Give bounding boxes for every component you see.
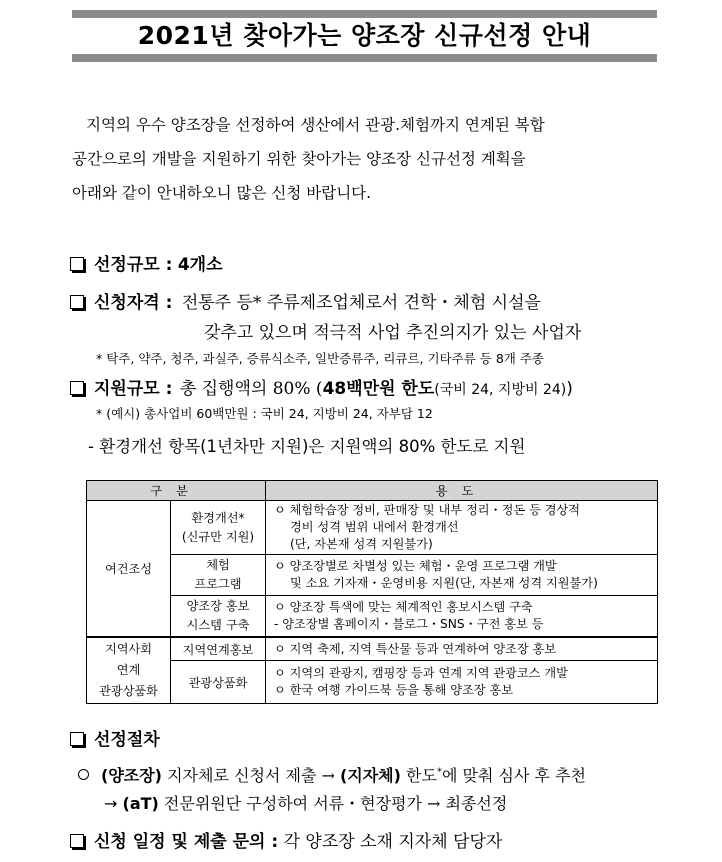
table-usage-cell bbox=[266, 555, 658, 596]
support-scale-close: ) bbox=[566, 379, 573, 399]
title-bar-bottom bbox=[72, 54, 657, 62]
table-row bbox=[87, 661, 658, 704]
procedure-arrow: → bbox=[104, 794, 123, 813]
table-usage-line: ㅇ 지역의 관광지, 캠핑장 등과 연계 지역 관광코스 개발 bbox=[274, 666, 568, 681]
procedure-step-3: 전문위원단 구성하여 서류・현장평가 → 최종선정 bbox=[158, 794, 508, 813]
table-row bbox=[87, 555, 658, 596]
intro-line-3: 아래와 같이 안내하오니 많은 신청 바랍니다. bbox=[72, 184, 372, 202]
table-row bbox=[87, 637, 658, 661]
table-usage-cell bbox=[266, 501, 658, 555]
table-group-community: 지역사회 연계 관광상품화 bbox=[87, 637, 171, 704]
table-header-usage: 용도 bbox=[266, 481, 658, 501]
eligibility-note: * 탁주, 약주, 청주, 과실주, 증류식소주, 일반증류주, 리큐르, 기타주류 등 8개 주종 bbox=[96, 351, 544, 366]
table-sub-promotion: 양조장 홍보 시스템 구축 bbox=[171, 596, 266, 638]
table-usage-line: ㅇ 지역 축제, 지역 특산물 등과 연계하여 양조장 홍보 bbox=[274, 641, 557, 656]
table-group-environment: 여건조성 bbox=[87, 501, 171, 638]
table-usage-line: - 양조장별 홈페이지・블로그・SNS・구전 홍보 등 bbox=[274, 617, 544, 631]
selection-scale-label: 선정규모 : bbox=[94, 255, 173, 275]
procedure-section bbox=[70, 725, 160, 750]
checkbox-square-icon bbox=[70, 295, 84, 309]
procedure-at: (aT) bbox=[122, 794, 159, 813]
table-sub-regional: 지역연계홍보 bbox=[171, 637, 266, 661]
checkbox-square-icon bbox=[70, 257, 84, 271]
support-usage-table bbox=[86, 480, 658, 704]
procedure-local-gov: (지자체) bbox=[339, 766, 401, 785]
table-usage-line: 경비 성격 범위 내에서 환경개선 bbox=[290, 520, 459, 534]
support-scale-section bbox=[70, 374, 573, 399]
schedule-label: 신청 일정 및 제출 문의 : bbox=[94, 832, 279, 852]
eligibility-section bbox=[70, 288, 541, 313]
selection-scale-value: 4개소 bbox=[177, 255, 223, 275]
procedure-asterisk: * bbox=[436, 766, 442, 778]
table-header-category: 구분 bbox=[87, 481, 266, 501]
circle-bullet-icon bbox=[78, 769, 89, 780]
table-usage-line: 및 소요 기자재・운영비용 지원(단, 자본재 성격 지원불가) bbox=[290, 576, 598, 590]
table-sub-experience: 체험 프로그램 bbox=[171, 555, 266, 596]
support-scale-label: 지원규모 : bbox=[94, 379, 173, 399]
eligibility-line-1: 전통주 등* 주류제조업체로서 견학・체험 시설을 bbox=[181, 293, 541, 313]
selection-scale-section bbox=[70, 250, 223, 275]
table-usage-line: ㅇ 양조장 특색에 맞는 체계적인 홍보시스템 구축 bbox=[274, 600, 533, 614]
intro-line-2: 공간으로의 개발을 지원하기 위한 찾아가는 양조장 신규선정 계획을 bbox=[72, 150, 526, 168]
procedure-limit: 한도 bbox=[400, 766, 437, 785]
environment-support-line: - 환경개선 항목(1년차만 지원)은 지원액의 80% 한도로 지원 bbox=[88, 437, 526, 456]
support-scale-note: * (예시) 총사업비 60백만원 : 국비 24, 지방비 24, 자부담 12 bbox=[96, 406, 433, 421]
procedure-line-1 bbox=[78, 763, 586, 786]
procedure-line-2 bbox=[104, 791, 507, 814]
intro-line-1: 지역의 우수 양조장을 선정하여 생산에서 관광.체험까지 연계된 복합 bbox=[86, 116, 545, 134]
table-usage-line: ㅇ 한국 여행 가이드북 등을 통해 양조장 홍보 bbox=[274, 683, 514, 698]
table-usage-cell bbox=[266, 637, 658, 661]
support-scale-text: 총 집행액의 80% ( bbox=[179, 379, 323, 399]
eligibility-line-2: 갖추고 있으며 적극적 사업 추진의지가 있는 사업자 bbox=[204, 323, 582, 343]
table-usage-line: (단, 자본재 성격 지원불가) bbox=[290, 537, 433, 551]
procedure-brewery: (양조장) bbox=[101, 766, 162, 785]
page-title: 2021년 찾아가는 양조장 신규선정 안내 bbox=[137, 21, 592, 50]
support-scale-breakdown: (국비 24, 지방비 24) bbox=[434, 382, 567, 398]
table-sub-tourism: 관광상품화 bbox=[171, 661, 266, 704]
intro-paragraph bbox=[72, 108, 672, 210]
table-header-row bbox=[87, 481, 658, 501]
table-usage-line: ㅇ 양조장별로 차별성 있는 체험・운영 프로그램 개발 bbox=[274, 559, 557, 573]
table-usage-cell bbox=[266, 596, 658, 638]
procedure-step-1: 지자체로 신청서 제출 → bbox=[162, 766, 340, 785]
checkbox-square-icon bbox=[70, 381, 84, 395]
table-usage-line: ㅇ 체험학습장 정비, 판매장 및 내부 정리・정돈 등 경상적 bbox=[274, 503, 581, 517]
table-sub-environment: 환경개선* (신규만 지원) bbox=[171, 501, 266, 555]
procedure-label: 선정절차 bbox=[94, 730, 160, 750]
procedure-step-2: 에 맞춰 심사 후 추천 bbox=[441, 766, 586, 785]
title-bar-top bbox=[72, 10, 657, 18]
table-usage-cell bbox=[266, 661, 658, 704]
schedule-value: 각 양조장 소재 지자체 담당자 bbox=[283, 832, 503, 852]
checkbox-square-icon bbox=[70, 732, 84, 746]
table-row bbox=[87, 596, 658, 638]
schedule-section bbox=[70, 827, 502, 852]
table-row bbox=[87, 501, 658, 555]
eligibility-label: 신청자격 : bbox=[94, 293, 173, 313]
support-scale-limit: 48백만원 한도 bbox=[322, 379, 435, 399]
checkbox-square-icon bbox=[70, 834, 84, 848]
